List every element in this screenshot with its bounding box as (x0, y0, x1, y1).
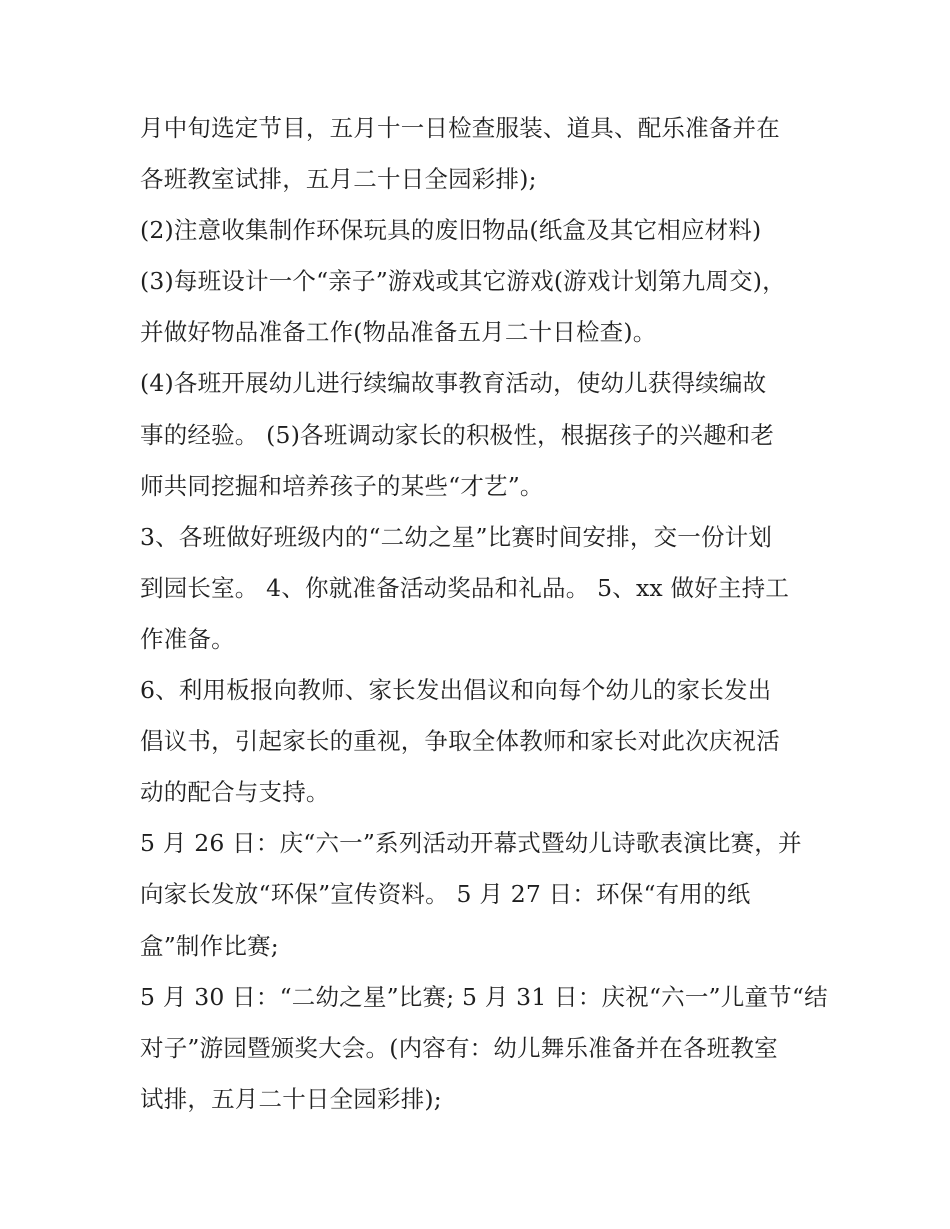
text-line: 事的经验。 (5)各班调动家长的积极性，根据孩子的兴趣和老 (140, 420, 775, 449)
text-line: (4)各班开展幼儿进行续编故事教育活动，使幼儿获得续编故 (140, 369, 767, 398)
text-line: 5 月 30 日：“二幼之星”比赛; 5 月 31 日：庆祝“六一”儿童节“结 (140, 982, 828, 1011)
text-line: 6、利用板报向教师、家长发出倡议和向每个幼儿的家长发出 (140, 676, 772, 705)
text-line: 3、各班做好班级内的“二幼之星”比赛时间安排，交一份计划 (140, 522, 773, 551)
text-line: 5 月 26 日：庆“六一”系列活动开幕式暨幼儿诗歌表演比赛，并 (140, 829, 802, 858)
text-line: (3)每班设计一个“亲子”游戏或其它游戏(游戏计划第九周交)， (140, 267, 786, 296)
text-line: 倡议书，引起家长的重视，争取全体教师和家长对此次庆祝活 (140, 727, 780, 756)
text-line: 动的配合与支持。 (140, 778, 330, 807)
text-line: 到园长室。 4、你就准备活动奖品和礼品。 5、xx 做好主持工 (140, 573, 790, 602)
text-line: 对子”游园暨颁奖大会。(内容有：幼儿舞乐准备并在各班教室 (140, 1033, 778, 1062)
text-line: 盒”制作比赛; (140, 931, 279, 960)
text-line: 并做好物品准备工作(物品准备五月二十日检查)。 (140, 318, 657, 347)
document-body (140, 103, 830, 1125)
text-line: 月中旬选定节目，五月十一日检查服装、道具、配乐准备并在 (140, 114, 780, 142)
text-line: 试排，五月二十日全园彩排); (140, 1084, 442, 1113)
text-line: 作准备。 (140, 624, 235, 653)
text-line: 各班教室试排，五月二十日全园彩排); (140, 165, 537, 194)
text-line: 向家长发放“环保”宣传资料。 5 月 27 日：环保“有用的纸 (140, 880, 751, 909)
text-line: (2)注意收集制作环保玩具的废旧物品(纸盒及其它相应材料) (140, 216, 762, 245)
text-line: 师共同挖掘和培养孩子的某些“才艺”。 (140, 471, 544, 500)
